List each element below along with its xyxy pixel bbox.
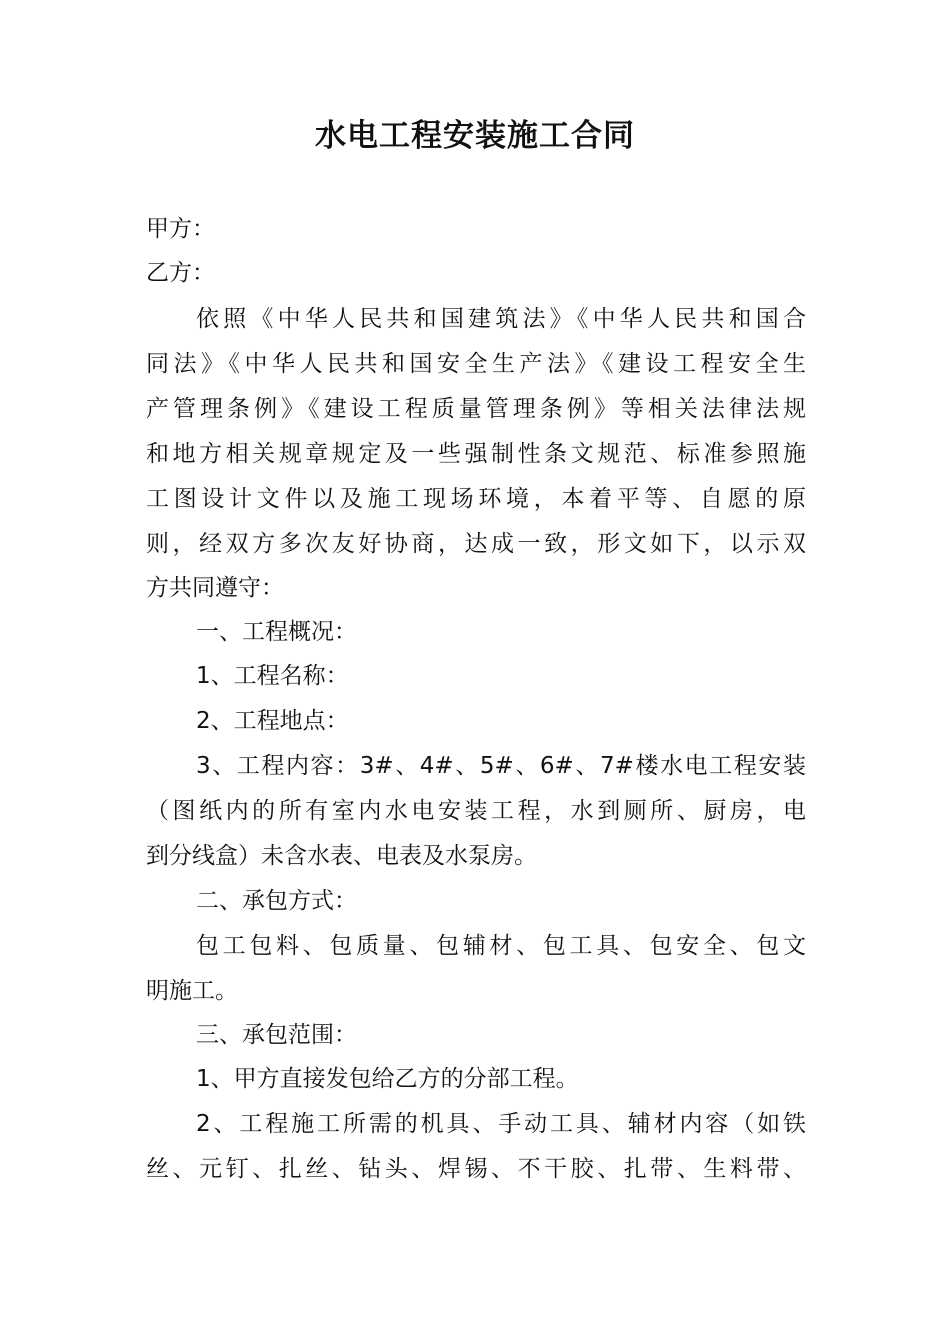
contract-scope-line: 丝、元钉、扎丝、钻头、焊锡、不干胶、扎带、生料带、 <box>146 1156 806 1182</box>
project-content-line: 3、工程内容：3#、4#、5#、6#、7#楼水电工程安装 <box>196 753 806 779</box>
section-heading-contract-scope: 三、承包范围： <box>196 1022 357 1048</box>
project-content-line: （图纸内的所有室内水电安装工程，水到厕所、厨房，电 <box>146 798 806 824</box>
intro-line: 则，经双方多次友好协商，达成一致，形文如下，以示双 <box>146 531 806 557</box>
intro-line: 和地方相关规章规定及一些强制性条文规范、标准参照施 <box>146 441 806 467</box>
contract-scope-line: 2、工程施工所需的机具、手动工具、辅材内容（如铁 <box>196 1111 806 1137</box>
intro-line: 产管理条例》《建设工程质量管理条例》等相关法律法规 <box>146 396 806 422</box>
project-location-item: 2、工程地点： <box>196 708 349 734</box>
intro-line: 工图设计文件以及施工现场环境，本着平等、自愿的原 <box>146 486 806 512</box>
party-a-label: 甲方： <box>146 216 215 242</box>
project-name-item: 1、工程名称： <box>196 663 349 689</box>
contract-method-line: 明施工。 <box>146 978 238 1004</box>
section-heading-project-overview: 一、工程概况： <box>196 619 357 645</box>
project-content-line: 到分线盒）未含水表、电表及水泵房。 <box>146 843 537 869</box>
intro-line: 方共同遵守： <box>146 575 284 601</box>
document-title: 水电工程安装施工合同 <box>315 118 635 154</box>
contract-scope-item: 1、甲方直接发包给乙方的分部工程。 <box>196 1066 579 1092</box>
party-b-label: 乙方： <box>146 260 215 286</box>
section-heading-contract-method: 二、承包方式： <box>196 888 357 914</box>
contract-method-line: 包工包料、包质量、包辅材、包工具、包安全、包文 <box>196 933 806 959</box>
intro-line: 依照《中华人民共和国建筑法》《中华人民共和国合 <box>196 306 806 332</box>
intro-line: 同法》《中华人民共和国安全生产法》《建设工程安全生 <box>146 351 806 377</box>
